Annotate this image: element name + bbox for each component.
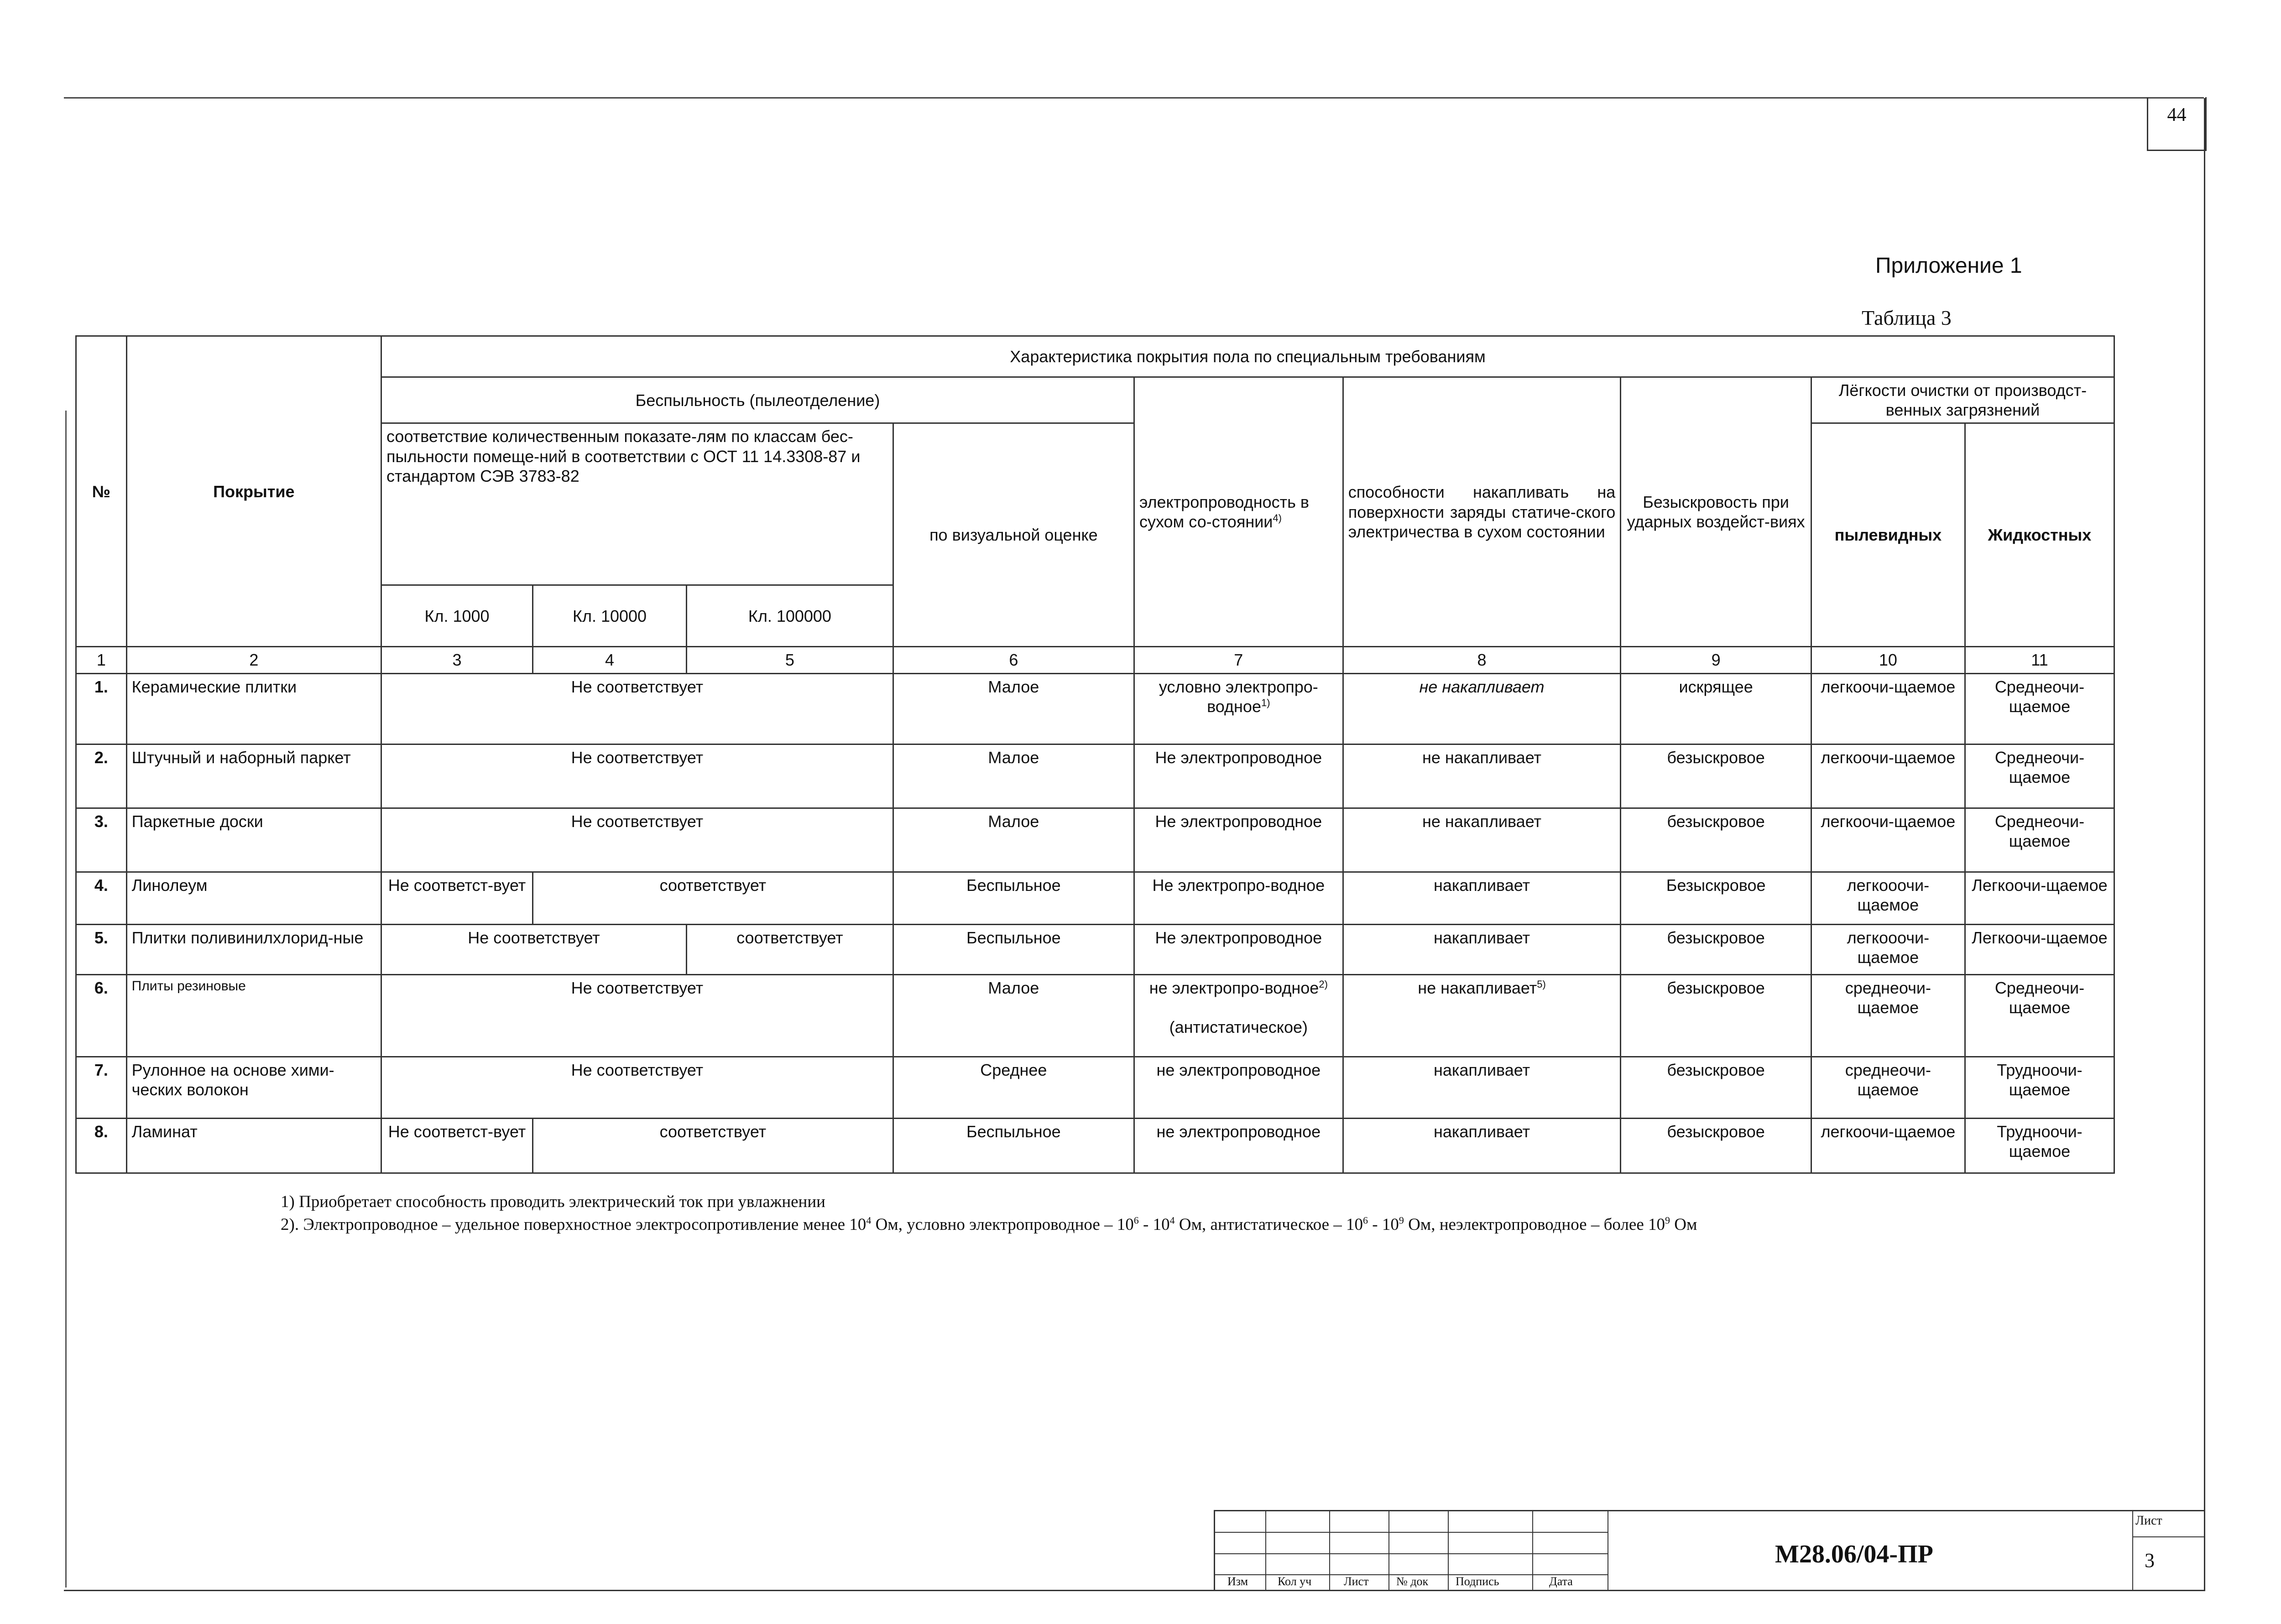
table-row bbox=[76, 1057, 2114, 1118]
row-liquid-cleaning: Среднеочи-щаемое bbox=[1965, 808, 2114, 872]
row-cover-name: Плитки поливинилхлорид-ные bbox=[126, 924, 381, 974]
page-number-box bbox=[2147, 97, 2207, 151]
col-num: 9 bbox=[1621, 647, 1811, 673]
row-liquid-cleaning: Среднеочи-щаемое bbox=[1965, 673, 2114, 744]
footnote-2: 2). Электропроводное – удельное поверхностное электросопротивление менее $10^4$ Ом, условно электропроводное – $10^6 - 10^4$ Ом, антистатическое – $10^6 - 10^9$ Ом, неэлектропроводное – более $10^9$ Ом bbox=[281, 1214, 1697, 1234]
table-row bbox=[76, 924, 2114, 974]
table-row bbox=[76, 808, 2114, 872]
stamp-kol-uch: Кол уч bbox=[1278, 1575, 1312, 1588]
row-static: не накапливает bbox=[1343, 744, 1621, 808]
sheet-label: Лист bbox=[2135, 1514, 2162, 1528]
row-conductivity: не электропроводное bbox=[1134, 1057, 1343, 1118]
coverings-table bbox=[75, 335, 2115, 1174]
row-cl10000-100000: соответствует bbox=[533, 1118, 893, 1173]
document-code: М28.06/04-ПР bbox=[1775, 1540, 1933, 1568]
row-spark: безыскровое bbox=[1621, 1057, 1811, 1118]
header-conductivity: электропроводность в сухом со-стоянии$^{4)}$ bbox=[1134, 377, 1343, 647]
header-dusty: пылевидных bbox=[1811, 423, 1965, 647]
row-spark: безыскровое bbox=[1621, 974, 1811, 1057]
row-liquid-cleaning: Легкоочи-щаемое bbox=[1965, 872, 2114, 924]
header-cl10000: Кл. 10000 bbox=[533, 585, 687, 647]
row-spark: безыскровое bbox=[1621, 744, 1811, 808]
table-title: Таблица 3 bbox=[1862, 306, 1952, 329]
row-static: накапливает bbox=[1343, 1057, 1621, 1118]
row-conductivity: Не электропро-водное bbox=[1134, 872, 1343, 924]
col-num: 7 bbox=[1134, 647, 1343, 673]
row-cover-name: Керамические плитки bbox=[126, 673, 381, 744]
row-number: 8. bbox=[76, 1118, 127, 1173]
page-number: 44 bbox=[2167, 104, 2187, 125]
stamp-podpis: Подпись bbox=[1456, 1575, 1499, 1588]
row-static: не накапливает$^{5)}$ bbox=[1343, 974, 1621, 1057]
row-cover-name: Ламинат bbox=[126, 1118, 381, 1173]
row-compliance: Не соответствует bbox=[381, 1057, 893, 1118]
table-row bbox=[76, 974, 2114, 1057]
row-conductivity: Не электропроводное bbox=[1134, 808, 1343, 872]
col-num: 6 bbox=[893, 647, 1134, 673]
row-dust-cleaning: легкооочи-щаемое bbox=[1811, 872, 1965, 924]
row-static: накапливает bbox=[1343, 924, 1621, 974]
row-visual: Беспыльное bbox=[893, 872, 1134, 924]
header-cl1000: Кл. 1000 bbox=[381, 585, 533, 647]
row-number: 7. bbox=[76, 1057, 127, 1118]
header-cl100000: Кл. 100000 bbox=[687, 585, 893, 647]
table-row bbox=[76, 872, 2114, 924]
table-row bbox=[76, 1118, 2114, 1173]
row-dust-cleaning: легкоочи-щаемое bbox=[1811, 808, 1965, 872]
row-visual: Малое bbox=[893, 744, 1134, 808]
column-numbers-row bbox=[76, 647, 2114, 673]
stamp-data: Дата bbox=[1549, 1575, 1573, 1588]
row-cover-name: Паркетные доски bbox=[126, 808, 381, 872]
row-compliance: Не соответствует bbox=[381, 974, 893, 1057]
row-static: не накапливает bbox=[1343, 808, 1621, 872]
row-spark: безыскровое bbox=[1621, 808, 1811, 872]
row-dust-cleaning: среднеочи-щаемое bbox=[1811, 1057, 1965, 1118]
row-spark: безыскровое bbox=[1621, 924, 1811, 974]
row-visual: Малое bbox=[893, 808, 1134, 872]
row-number: 3. bbox=[76, 808, 127, 872]
header-no: № bbox=[76, 336, 127, 647]
header-cover: Покрытие bbox=[126, 336, 381, 647]
row-liquid-cleaning: Трудноочи-щаемое bbox=[1965, 1118, 2114, 1173]
row-liquid-cleaning: Среднеочи-щаемое bbox=[1965, 744, 2114, 808]
row-static: накапливает bbox=[1343, 872, 1621, 924]
row-visual: Беспыльное bbox=[893, 924, 1134, 974]
row-static: накапливает bbox=[1343, 1118, 1621, 1173]
row-dust-cleaning: легкоочи-щаемое bbox=[1811, 744, 1965, 808]
row-liquid-cleaning: Трудноочи-щаемое bbox=[1965, 1057, 2114, 1118]
row-conductivity: не электропроводное bbox=[1134, 1118, 1343, 1173]
row-spark: Безыскровое bbox=[1621, 872, 1811, 924]
col-num: 8 bbox=[1343, 647, 1621, 673]
row-static: не накапливает bbox=[1343, 673, 1621, 744]
row-number: 4. bbox=[76, 872, 127, 924]
col-num: 2 bbox=[126, 647, 381, 673]
row-number: 5. bbox=[76, 924, 127, 974]
row-cl1000-10000: Не соответствует bbox=[381, 924, 687, 974]
row-conductivity: условно электропро-водное$^{1)}$ bbox=[1134, 673, 1343, 744]
row-spark: безыскровое bbox=[1621, 1118, 1811, 1173]
row-visual: Среднее bbox=[893, 1057, 1134, 1118]
header-dustless: Беспыльность (пылеотделение) bbox=[381, 377, 1134, 423]
row-compliance: Не соответствует bbox=[381, 808, 893, 872]
row-cl1000: Не соответст-вует bbox=[381, 1118, 533, 1173]
sheet-number: 3 bbox=[2145, 1549, 2155, 1572]
row-spark: искрящее bbox=[1621, 673, 1811, 744]
row-dust-cleaning: среднеочи-щаемое bbox=[1811, 974, 1965, 1057]
header-static: способности накапливать на поверхности заряды статиче-ского электричества в сухом состоянии bbox=[1343, 377, 1621, 647]
row-liquid-cleaning: Легкоочи-щаемое bbox=[1965, 924, 2114, 974]
row-cl100000: соответствует bbox=[687, 924, 893, 974]
row-dust-cleaning: легкооочи-щаемое bbox=[1811, 924, 1965, 974]
header-liquid: Жидкостных bbox=[1965, 423, 2114, 647]
row-cl10000-100000: соответствует bbox=[533, 872, 893, 924]
col-num: 1 bbox=[76, 647, 127, 673]
row-conductivity: Не электропроводное bbox=[1134, 744, 1343, 808]
row-dust-cleaning: легкоочи-щаемое bbox=[1811, 673, 1965, 744]
appendix-label: Приложение 1 bbox=[1875, 254, 2022, 278]
col-num: 5 bbox=[687, 647, 893, 673]
row-liquid-cleaning: Среднеочи-щаемое bbox=[1965, 974, 2114, 1057]
left-border-line bbox=[65, 411, 67, 1588]
table-row bbox=[76, 744, 2114, 808]
row-cl1000: Не соответст-вует bbox=[381, 872, 533, 924]
table-row bbox=[76, 673, 2114, 744]
col-num: 3 bbox=[381, 647, 533, 673]
row-visual: Малое bbox=[893, 974, 1134, 1057]
col-num: 4 bbox=[533, 647, 687, 673]
row-compliance: Не соответствует bbox=[381, 673, 893, 744]
stamp-izm: Изм bbox=[1227, 1575, 1248, 1588]
stamp-n-dok: № док bbox=[1396, 1575, 1429, 1588]
row-conductivity: не электропро-водное$^{2)}$ (антистатическое) bbox=[1134, 974, 1343, 1057]
header-compliance: соответствие количественным показате-лям по классам бес-пыльности помеще-ний в соответствии с ОСТ 11 14.3308-87 и стандартом СЭВ 3783-82 bbox=[381, 423, 893, 585]
row-visual: Малое bbox=[893, 673, 1134, 744]
row-conductivity: Не электропроводное bbox=[1134, 924, 1343, 974]
header-spark: Безыскровость при ударных воздейст-виях bbox=[1621, 377, 1811, 647]
row-compliance: Не соответствует bbox=[381, 744, 893, 808]
row-visual: Беспыльное bbox=[893, 1118, 1134, 1173]
row-number: 1. bbox=[76, 673, 127, 744]
stamp-list: Лист bbox=[1344, 1575, 1369, 1588]
header-characteristic: Характеристика покрытия пола по специальным требованиям bbox=[381, 336, 2114, 377]
row-dust-cleaning: легкоочи-щаемое bbox=[1811, 1118, 1965, 1173]
row-number: 2. bbox=[76, 744, 127, 808]
row-cover-name: Штучный и наборный паркет bbox=[126, 744, 381, 808]
row-cover-name: Рулонное на основе хими-ческих волокон bbox=[126, 1057, 381, 1118]
row-cover-name: Линолеум bbox=[126, 872, 381, 924]
header-cleaning: Лёгкости очистки от производст-венных загрязнений bbox=[1811, 377, 2114, 423]
header-visual: по визуальной оценке bbox=[893, 423, 1134, 647]
footnotes bbox=[281, 1191, 1697, 1236]
row-cover-name: Плиты резиновые bbox=[126, 974, 381, 1057]
col-num: 11 bbox=[1965, 647, 2114, 673]
footnote-1: 1) Приобретает способность проводить электрический ток при увлажнении bbox=[281, 1192, 825, 1211]
col-num: 10 bbox=[1811, 647, 1965, 673]
row-number: 6. bbox=[76, 974, 127, 1057]
